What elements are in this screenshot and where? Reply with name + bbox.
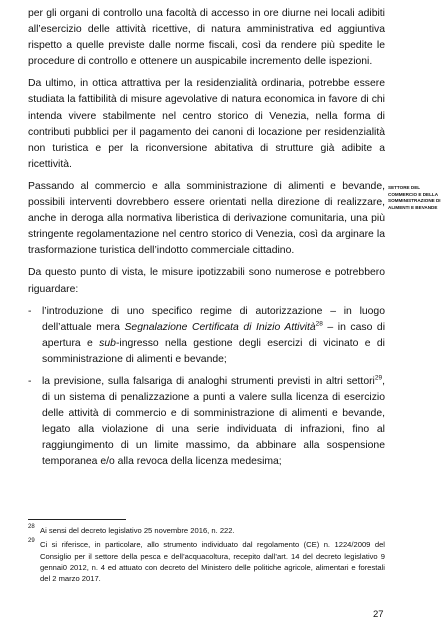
- list-item-text: -ingresso nella gestione degli esercizi di vicinato e di somministrazione di alimenti e bevande;: [42, 337, 385, 365]
- footnote-ref[interactable]: 29: [374, 374, 383, 382]
- list-item-text: – in caso di apertura e: [42, 321, 386, 349]
- main-text: [28, 6, 385, 477]
- list-item-text: la previsione, sulla falsariga di analoghi strumenti previsti in altri settori: [42, 375, 375, 387]
- list-dash: -: [28, 305, 32, 317]
- list-dash: -: [28, 375, 32, 387]
- footnote-ref[interactable]: 28: [315, 320, 323, 328]
- paragraph-4: Da questo punto di vista, le misure ipotizzabili sono numerose e potrebbero riguardare:: [28, 267, 385, 295]
- page-number: 27: [373, 609, 384, 620]
- list-item: [28, 374, 385, 471]
- footnote: [28, 525, 385, 536]
- paragraph-2: Da ultimo, in ottica attrattiva per la residenzialità ordinaria, potrebbe essere studiata la fattibilità di misure agevolative di natura economica in favore di chi intenda vivere stabilmente nel centro storico di Venezia, nella forma di contributi pubblici per il pagamento dei canoni di locazione per residenzialità non turistica e per la riconversione abitativa di strutture già adibite a ricettività.: [28, 78, 385, 170]
- footnote-text: Ci si riferisce, in particolare, allo strumento individuato dal regolamento (CE) n. 1224/2009 del Consiglio per il settore della pesca e dell’acquacoltura, recepito dall’art. 14 del decreto legislativo 9 gennai0 2012, n. 4 ed attuato con decreto del Ministero delle politiche agricole, alimentari e forestali del 2 marzo 2017.: [40, 540, 385, 584]
- footnote-number: 29: [28, 538, 35, 545]
- footnote: [28, 539, 385, 584]
- list-item: [28, 304, 385, 368]
- footnote-number: 28: [28, 524, 35, 530]
- list-item-italic: Segnalazione Certificata di Inizio Attività: [124, 321, 316, 333]
- list-item-italic: sub: [99, 337, 116, 349]
- footnotes: [28, 525, 385, 587]
- paragraph-3: Passando al commercio e alla somministrazione di alimenti e bevande, possibili interventi dovrebbero essere orientati nella direzione di realizzare, anche in deroga alla normativa liberistica di derivazione comunitaria, una più stringente regolamentazione nel centro storico di Venezia, così da arginare la trasformazione turistica dell’indotto commerciale cittadino.: [28, 180, 385, 257]
- measures-list: [28, 304, 385, 471]
- footnote-text: Ai sensi del decreto legislativo 25 novembre 2016, n. 222.: [40, 526, 235, 535]
- margin-note: SETTORE DEL COMMERCIO E DELLA SOMMINISTRAZIONE DI ALIMENTI E BEVANDE: [388, 185, 441, 210]
- paragraph-1: per gli organi di controllo una facoltà di accesso in ore diurne nei locali adibiti all’esercizio delle attività ricettive, di natura amministrativa ed aggiuntiva rispetto a quelle previste dalle norme fiscali, così da rendere più spedite le procedure di controllo e ottenere un auspicabile incremento delle ispezioni.: [28, 8, 385, 68]
- list-item-text: , di un sistema di penalizzazione a punti a valere sulla licenza di esercizio delle attività di commercio e di somministrazione di alimenti e bevande, legato alla violazione di una serie individuata di infrazioni, fino al raggiungimento di un limite massimo, da abbinare alla sospensione temporanea e/o alla revoca della licenza medesima;: [42, 375, 385, 468]
- footnote-divider: [28, 519, 126, 520]
- list-item-text: l’introduzione di uno specifico regime di autorizzazione – in luogo dell’attuale mera: [42, 305, 385, 333]
